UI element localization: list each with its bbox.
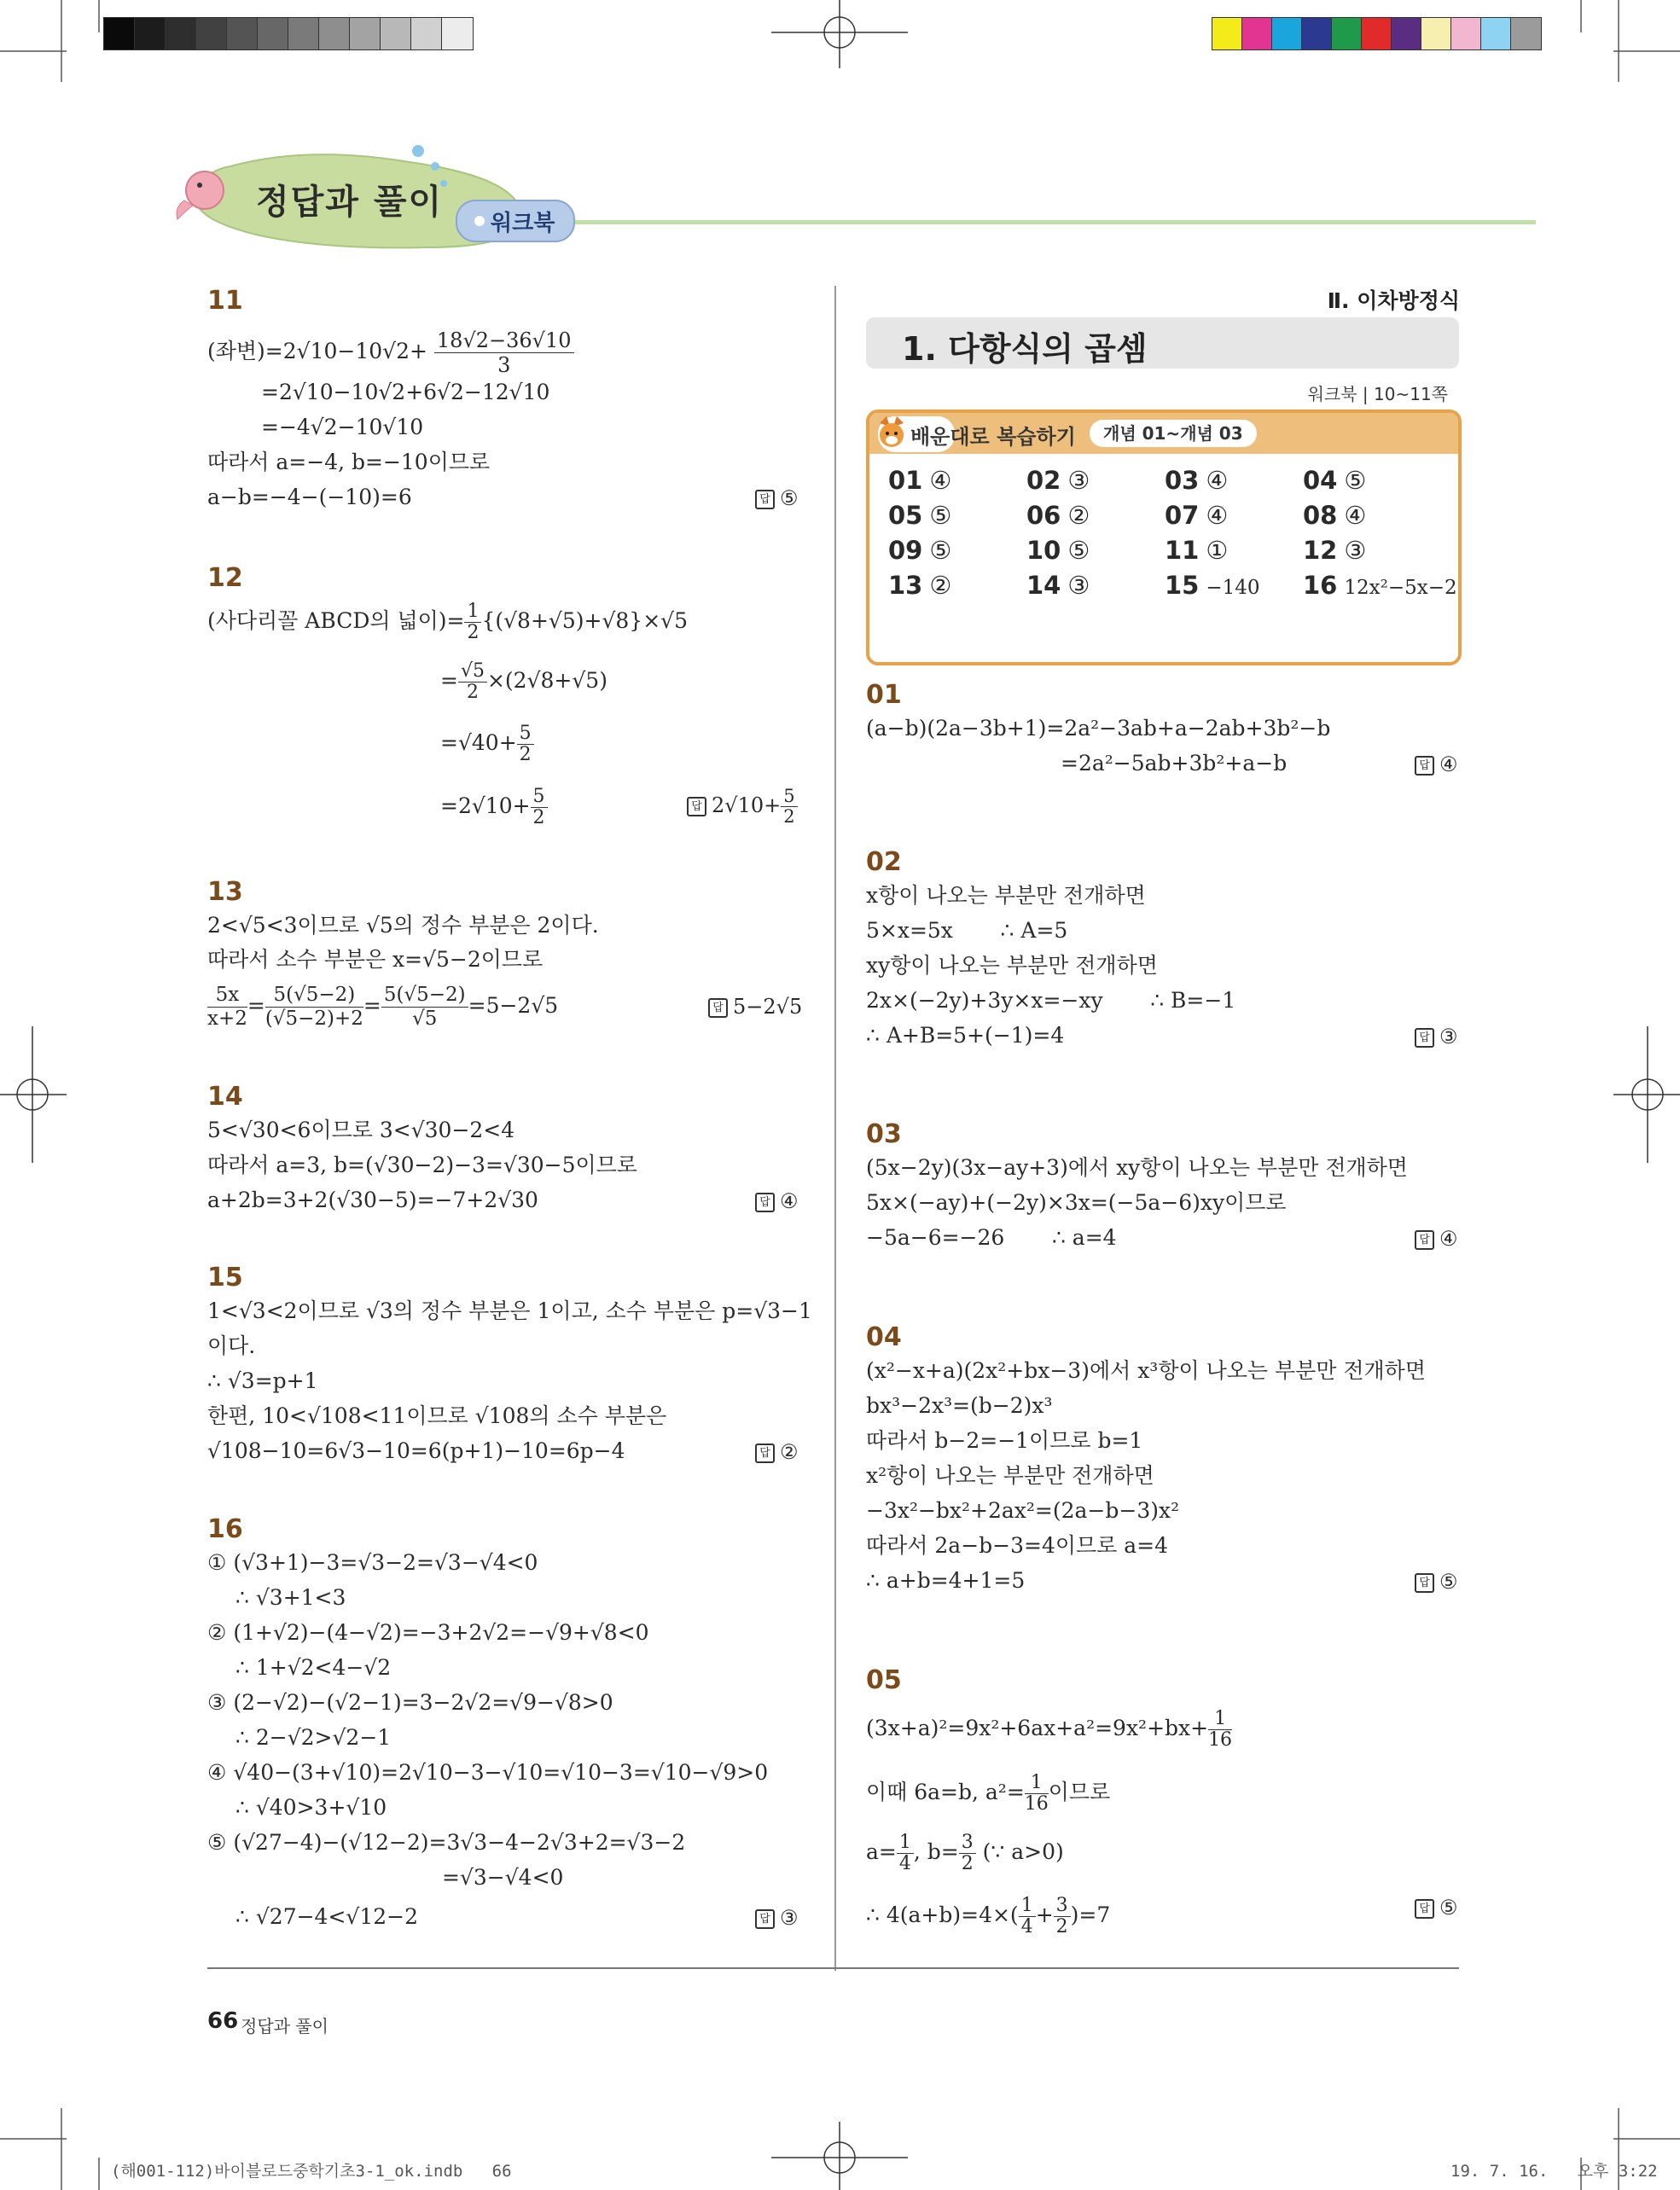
solution-line: ∴ 1+√2<4−√2 — [235, 1655, 392, 1680]
gray-swatch — [165, 17, 197, 50]
fraction-denominator: 2 — [519, 744, 532, 765]
solution-line: =√3−√4<0 — [442, 1865, 564, 1890]
problem-number: 14 — [207, 1082, 243, 1112]
solution-line — [866, 1833, 1064, 1874]
review-answer-item — [888, 466, 951, 495]
fraction-denominator: 4 — [1020, 1916, 1033, 1937]
fraction-denominator: √5 — [412, 1008, 438, 1030]
solution-line: ④ √40−(3+√10)=2√10−3−√10=√10−3=√10−√9>0 — [207, 1760, 769, 1785]
review-item-number: 15 — [1165, 571, 1200, 600]
solution-line — [207, 601, 688, 643]
fraction-numerator: 5 — [531, 787, 548, 808]
answer-badge — [1415, 1570, 1458, 1594]
chapter-label: Ⅱ. 이차방정식 — [1327, 288, 1460, 313]
solution-line: ③ (2−√2)−(√2−1)=3−2√2=√9−√8>0 — [207, 1690, 613, 1715]
fraction-numerator: 5(√5−2) — [381, 984, 468, 1008]
solution-line: ∴ √40>3+√10 — [235, 1795, 387, 1820]
review-item-number: 07 — [1165, 501, 1200, 530]
color-swatch — [1480, 17, 1512, 50]
solution-line — [207, 328, 574, 377]
fraction — [1019, 1896, 1036, 1937]
fraction-denominator: (√5−2)+2 — [264, 1008, 363, 1030]
solution-line: 따라서 a=−4, b=−10이므로 — [207, 450, 491, 474]
solution-line: 1<√3<2이므로 √3의 정수 부분은 1이고, 소수 부분은 p=√3−1 — [207, 1298, 812, 1323]
problem-number: 05 — [866, 1665, 902, 1695]
problem-number: 03 — [866, 1119, 902, 1149]
solution-text: {(√8+√5)+√8}×√5 — [481, 608, 688, 633]
review-item-answer: ④ — [1344, 501, 1367, 530]
solution-line: ∴ a+b=4+1=5 — [866, 1568, 1026, 1593]
fraction-denominator: 4 — [898, 1853, 911, 1874]
review-item-number: 10 — [1026, 536, 1061, 565]
color-swatch — [1510, 17, 1542, 50]
fraction-denominator: 16 — [1024, 1793, 1049, 1815]
header-tab-workbook: 워크북 — [491, 211, 555, 236]
answer-mark: 답 — [1415, 1230, 1434, 1250]
gray-swatch — [103, 17, 136, 50]
answer-badge — [1415, 752, 1458, 776]
solution-text: (좌변)=2√10−10√2+ — [207, 339, 427, 363]
solution-text: (∵ a>0) — [982, 1839, 1064, 1864]
print-date-info: 19. 7. 16. 오후 3:22 — [1450, 2162, 1658, 2181]
fraction — [434, 328, 574, 377]
review-item-answer: ③ — [1067, 466, 1090, 495]
gray-swatch — [288, 17, 320, 50]
answer-badge — [755, 1440, 799, 1464]
color-swatch — [1212, 17, 1243, 50]
color-swatch — [1241, 17, 1273, 50]
fraction — [517, 723, 534, 765]
color-swatch — [1271, 17, 1303, 50]
registration-target-left — [0, 1026, 67, 1163]
fraction-numerator: 18√2−36√10 — [434, 328, 574, 353]
fraction-numerator: 1 — [464, 601, 481, 623]
solution-line: ∴ A+B=5+(−1)=4 — [866, 1023, 1065, 1048]
answer-mark: 답 — [687, 797, 706, 816]
fraction-numerator: 5(√5−2) — [265, 984, 363, 1008]
review-item-number: 02 — [1026, 466, 1061, 495]
answer-mark: 답 — [755, 490, 775, 509]
review-item-number: 13 — [888, 571, 923, 600]
fraction-denominator: 16 — [1208, 1729, 1233, 1751]
fraction-numerator: 1 — [1208, 1709, 1232, 1730]
answer-value: ⑤ — [780, 486, 799, 510]
page-reference: 워크북 | 10~11쪽 — [1307, 384, 1448, 404]
fraction-denominator: x+2 — [207, 1008, 247, 1030]
solution-line: (x²−x+a)(2x²+bx−3)에서 x³항이 나오는 부분만 전개하면 — [866, 1358, 1426, 1383]
solution-line: √108−10=6√3−10=6(p+1)−10=6p−4 — [207, 1438, 625, 1463]
solution-line: 5×x=5x ∴ A=5 — [866, 918, 1068, 943]
fraction — [381, 984, 468, 1031]
solution-line: ② (1+√2)−(4−√2)=−3+2√2=−√9+√8<0 — [207, 1620, 649, 1645]
fraction-numerator: 3 — [1054, 1896, 1071, 1917]
review-item-number: 06 — [1026, 501, 1061, 530]
gray-swatch — [441, 17, 474, 50]
gray-swatch — [349, 17, 381, 50]
solution-line: =2a²−5ab+3b²+a−b — [1061, 751, 1288, 776]
review-item-number: 08 — [1303, 501, 1338, 530]
color-swatch — [1331, 17, 1363, 50]
review-answer-item — [1303, 536, 1366, 565]
answer-value: ③ — [780, 1906, 799, 1930]
review-answer-item — [888, 536, 951, 565]
fraction-numerator: 1 — [1025, 1773, 1049, 1794]
gray-swatch — [195, 17, 228, 50]
review-item-number: 11 — [1165, 536, 1200, 565]
solution-line: x²항이 나오는 부분만 전개하면 — [866, 1463, 1154, 1488]
fraction-denominator: 2 — [532, 807, 545, 828]
fraction — [531, 787, 548, 828]
fraction — [959, 1833, 976, 1874]
solution-line: (5x−2y)(3x−ay+3)에서 xy항이 나오는 부분만 전개하면 — [866, 1155, 1408, 1180]
problem-number: 11 — [207, 286, 243, 316]
fraction-numerator: 5 — [517, 723, 534, 745]
solution-text: )=7 — [1070, 1902, 1111, 1927]
fraction-denominator: 3 — [497, 353, 511, 377]
solution-line: −5a−6=−26 ∴ a=4 — [866, 1225, 1117, 1250]
solution-line: = $\frac{√5}{2}$ ×(2√8+√5) — [440, 660, 607, 703]
print-file-info: (해001-112)바이블로드중학기초3-1_ok.indb 66 — [111, 2162, 512, 2181]
solution-text: =√40+ — [440, 730, 517, 755]
answer-badge — [1415, 1896, 1458, 1920]
review-item-number: 04 — [1303, 466, 1338, 495]
answer-badge — [687, 787, 798, 827]
solution-text: 이므로 — [1048, 1780, 1111, 1804]
color-swatch — [1450, 17, 1482, 50]
answer-mark: 답 — [1415, 1573, 1434, 1593]
registration-target-top — [771, 0, 908, 68]
fraction — [1208, 1709, 1232, 1751]
fraction — [781, 787, 797, 827]
review-item-answer: ⑤ — [929, 501, 952, 530]
fraction-numerator: √5 — [458, 661, 487, 683]
answer-mark: 답 — [1415, 756, 1434, 776]
answer-value: ③ — [1439, 1025, 1458, 1049]
review-item-number: 16 — [1303, 571, 1338, 600]
review-item-answer: 12x²−5x−2 — [1344, 577, 1457, 599]
review-item-answer: ⑤ — [1344, 466, 1367, 495]
fraction-numerator: 1 — [897, 1833, 914, 1854]
review-answer-item — [888, 571, 951, 600]
review-answer-item — [1026, 501, 1090, 530]
answer-badge — [1415, 1025, 1458, 1049]
review-item-answer: ⑤ — [929, 536, 952, 565]
color-swatch — [1391, 17, 1422, 50]
fraction-denominator: 2 — [467, 622, 480, 643]
answer-mark: 답 — [1415, 1028, 1434, 1048]
fraction — [1025, 1773, 1049, 1815]
answer-mark: 답 — [755, 1193, 775, 1212]
color-swatch — [1361, 17, 1392, 50]
review-item-answer: ④ — [1206, 466, 1229, 495]
solution-text: 이때 6a=b, a²= — [866, 1780, 1025, 1804]
review-item-answer: −140 — [1206, 577, 1260, 599]
answer-mark: 답 — [755, 1909, 775, 1929]
solution-text: , b= — [913, 1839, 959, 1864]
review-box — [866, 410, 1462, 665]
review-item-answer: ④ — [929, 466, 952, 495]
review-item-number: 14 — [1026, 571, 1061, 600]
review-item-answer: ④ — [1206, 501, 1229, 530]
review-item-answer: ① — [1206, 536, 1229, 565]
fox-mascot-icon — [875, 415, 909, 452]
review-answer-item — [1303, 571, 1457, 600]
registration-target-right — [1613, 1026, 1680, 1163]
solution-line: 2x×(−2y)+3y×x=−xy ∴ B=−1 — [866, 988, 1236, 1013]
review-answer-item — [1303, 466, 1366, 495]
problem-number: 01 — [866, 680, 902, 710]
fraction — [458, 661, 487, 703]
review-answer-item — [1165, 571, 1260, 600]
solution-line: =−4√2−10√10 — [261, 415, 424, 439]
answer-value: ④ — [1439, 1227, 1458, 1251]
review-item-number: 12 — [1303, 536, 1338, 565]
problem-number: 16 — [207, 1514, 243, 1544]
review-answer-item — [1026, 466, 1090, 495]
solution-line — [440, 723, 534, 765]
solution-line: ∴ √27−4<√12−2 — [235, 1904, 418, 1929]
answer-value: ⑤ — [1439, 1570, 1458, 1594]
review-box-title: 배운대로 복습하기 — [910, 425, 1076, 449]
problem-number: 04 — [866, 1322, 902, 1352]
solution-line: 따라서 b−2=−1이므로 b=1 — [866, 1428, 1143, 1453]
problem-number: 13 — [207, 877, 243, 907]
fraction-numerator: 5 — [781, 787, 797, 807]
solution-line: $\frac{5x}{x+2}$ = $\frac{5(√5-2)}{(√5-2)+2}$ = $\frac{5(√5-2)}{√5}$ =5−2√5 — [207, 984, 559, 1030]
review-item-answer: ③ — [1067, 571, 1090, 600]
solution-line: ⑤ (√27−4)−(√12−2)=3√3−4−2√3+2=√3−2 — [207, 1830, 686, 1855]
solution-line — [866, 1773, 1110, 1815]
solution-text: a= — [866, 1839, 897, 1864]
review-answer-item — [1026, 536, 1090, 565]
review-item-answer: ⑤ — [1067, 536, 1090, 565]
review-answer-item — [1303, 501, 1366, 530]
fraction-denominator: 2 — [1055, 1916, 1068, 1937]
fraction — [1054, 1896, 1071, 1937]
answer-mark: 답 — [708, 998, 728, 1018]
footer-rule — [207, 1967, 1459, 1969]
problem-number: 15 — [207, 1263, 243, 1293]
solution-text: + — [1035, 1902, 1054, 1927]
gray-swatch — [257, 17, 289, 50]
gray-swatch — [134, 17, 166, 50]
answer-badge — [755, 1906, 799, 1930]
solution-line: 5x×(−ay)+(−2y)×3x=(−5a−6)xy이므로 — [866, 1190, 1287, 1215]
solution-line: ∴ √3=p+1 — [207, 1368, 318, 1393]
solution-text: =5−2√5 — [468, 993, 559, 1018]
fraction-numerator: 1 — [1019, 1896, 1036, 1917]
solution-line: bx³−2x³=(b−2)x³ — [866, 1393, 1053, 1418]
gray-swatch — [380, 17, 412, 50]
problem-number: 12 — [207, 563, 243, 593]
page-number: 66 — [207, 2008, 239, 2034]
answer-badge — [755, 486, 799, 510]
review-answer-item — [1165, 501, 1228, 530]
registration-target-bottom — [771, 2122, 908, 2190]
solution-line — [440, 787, 548, 828]
solution-line: −3x²−bx²+2ax²=(2a−b−3)x² — [866, 1498, 1180, 1523]
solution-line: 따라서 2a−b−3=4이므로 a=4 — [866, 1533, 1169, 1558]
review-item-number: 09 — [888, 536, 923, 565]
review-answer-item — [1026, 571, 1090, 600]
solution-line: 이다. — [207, 1333, 256, 1358]
problem-number: 02 — [866, 847, 902, 877]
header-title: 정답과 풀이 — [256, 183, 444, 222]
answer-badge — [1415, 1227, 1458, 1251]
solution-line: xy항이 나오는 부분만 전개하면 — [866, 953, 1158, 978]
solution-text: ×(2√8+√5) — [486, 668, 607, 693]
solution-line: 한편, 10<√108<11이므로 √108의 소수 부분은 — [207, 1403, 667, 1428]
fraction-denominator: 2 — [961, 1853, 974, 1874]
fraction — [897, 1833, 914, 1874]
section-title: 1. 다항식의 곱셈 — [902, 330, 1148, 368]
gray-swatch — [318, 17, 351, 50]
solution-text: =2√10+ — [440, 793, 531, 818]
solution-text: ∴ 4(a+b)=4×( — [866, 1902, 1019, 1927]
answer-badge — [755, 1189, 799, 1213]
answer-mark: 답 — [755, 1444, 775, 1463]
solution-text: (3x+a)²=9x²+6ax+a²=9x²+bx+ — [866, 1716, 1209, 1740]
answer-badge — [708, 995, 802, 1019]
solution-line: 5<√30<6이므로 3<√30−2<4 — [207, 1118, 515, 1142]
review-item-number: 05 — [888, 501, 923, 530]
gray-swatch — [226, 17, 259, 50]
answer-value: ④ — [1439, 752, 1458, 776]
solution-line: 따라서 소수 부분은 x=√5−2이므로 — [207, 947, 544, 972]
fraction-denominator: 2 — [783, 806, 795, 827]
solution-line: ① (√3+1)−3=√3−2=√3−√4<0 — [207, 1550, 538, 1575]
color-swatch — [1421, 17, 1452, 50]
solution-line — [866, 1896, 1110, 1937]
solution-line: ∴ √3+1<3 — [235, 1585, 346, 1610]
review-item-answer: ② — [1067, 501, 1090, 530]
fraction — [207, 984, 247, 1031]
solution-line: a−b=−4−(−10)=6 — [207, 485, 412, 509]
answer-value: 5−2√5 — [733, 995, 803, 1019]
solution-line: 2<√5<3이므로 √5의 정수 부분은 2이다. — [207, 913, 599, 938]
solution-text: (사다리꼴 ABCD의 넓이)= — [207, 608, 465, 633]
answer-value: ⑤ — [1439, 1896, 1458, 1920]
solution-line — [866, 1709, 1232, 1751]
solution-line: (a−b)(2a−3b+1)=2a²−3ab+a−2ab+3b²−b — [866, 716, 1331, 741]
fraction-numerator: 5x — [207, 984, 247, 1008]
solution-line: ∴ 2−√2>√2−1 — [235, 1725, 392, 1750]
review-box-range: 개념 01~개념 03 — [1103, 423, 1243, 444]
column-divider — [834, 286, 836, 1971]
answer-mark: 답 — [1415, 1899, 1434, 1919]
fraction — [265, 984, 363, 1031]
page-label: 정답과 풀이 — [241, 2016, 328, 2036]
review-answer-item — [888, 501, 951, 530]
answer-value: ④ — [780, 1189, 799, 1213]
review-item-number: 01 — [888, 466, 923, 495]
fraction — [464, 601, 481, 643]
solution-line: 따라서 a=3, b=(√30−2)−3=√30−5이므로 — [207, 1153, 637, 1177]
answer-value: ② — [780, 1440, 799, 1464]
review-answer-item — [1165, 536, 1228, 565]
solution-line: a+2b=3+2(√30−5)=−7+2√30 — [207, 1188, 538, 1212]
review-item-answer: ③ — [1344, 536, 1367, 565]
review-answer-item — [1165, 466, 1228, 495]
review-item-number: 03 — [1165, 466, 1200, 495]
answer-value: 2√10+ — [712, 793, 782, 817]
color-swatch — [1301, 17, 1333, 50]
gray-swatch — [410, 17, 443, 50]
review-item-answer: ② — [929, 571, 952, 600]
fraction-numerator: 3 — [959, 1833, 976, 1854]
review-range-pill — [1090, 420, 1257, 447]
fraction-denominator: 2 — [466, 682, 479, 703]
solution-line: =2√10−10√2+6√2−12√10 — [261, 380, 550, 404]
solution-line: x항이 나오는 부분만 전개하면 — [866, 883, 1146, 908]
